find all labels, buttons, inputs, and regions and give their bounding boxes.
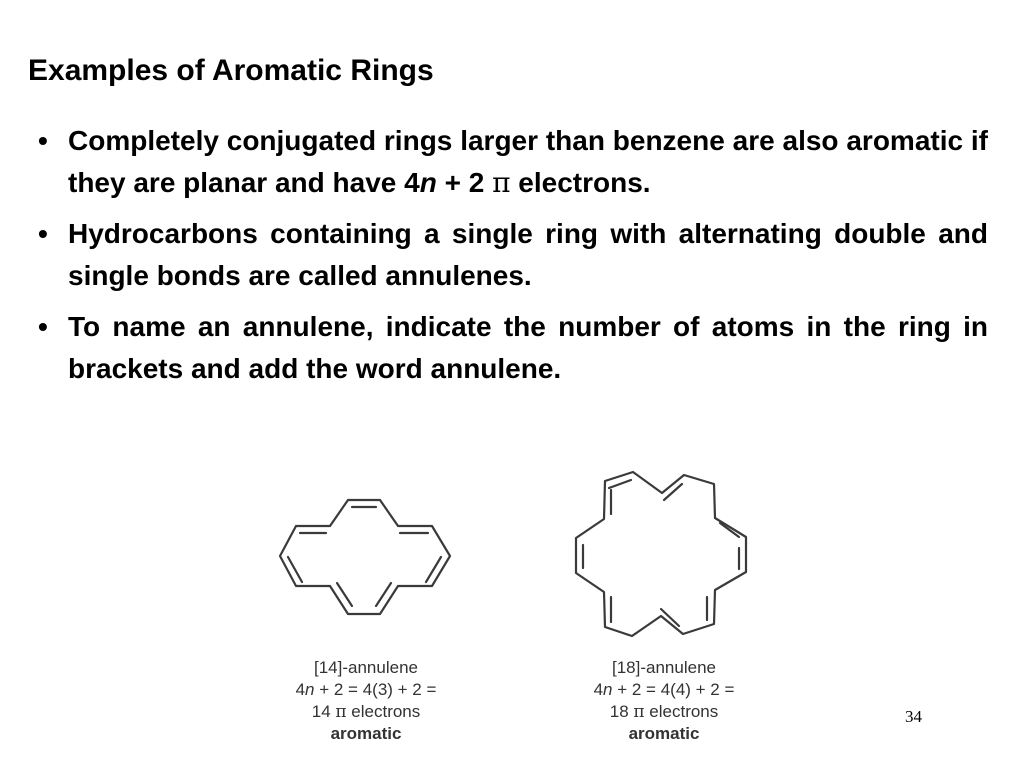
annulene-18-caption — [544, 657, 784, 745]
annulene-14-caption — [246, 657, 486, 745]
bullet-list — [38, 120, 988, 399]
pi-symbol: π — [633, 702, 645, 722]
electron-number: 14 — [311, 702, 336, 721]
equation-part: 4 — [295, 680, 306, 699]
bullet-item — [38, 306, 988, 390]
double-bond-line — [609, 480, 631, 488]
double-bond-line — [376, 583, 391, 606]
double-bond-line — [288, 557, 302, 582]
annulene-18-structure — [568, 460, 758, 650]
electron-word: electrons — [644, 702, 719, 721]
electron-word: electrons — [346, 702, 421, 721]
variable-n: n — [419, 167, 437, 198]
bullet-text: To name an annulene, indicate the number of atoms in the ring in brackets and add the word annulene. — [68, 311, 988, 384]
ring-bonds — [280, 500, 450, 614]
electron-total — [246, 701, 486, 723]
pi-symbol: π — [335, 702, 347, 722]
bullet-text: Hydrocarbons containing a single ring with alternating double and single bonds are called annulenes. — [68, 218, 988, 291]
variable-n: n — [603, 680, 613, 699]
bullet-text-part: Completely conjugated rings larger than benzene are also aromatic if they are planar and have 4 — [68, 125, 988, 198]
ring-bonds — [576, 472, 746, 636]
bullet-dot: • — [38, 125, 48, 156]
bullet-item — [38, 213, 988, 297]
bullet-text-part: + 2 — [436, 167, 493, 198]
annulene-14-structure — [275, 490, 455, 630]
electron-number: 18 — [609, 702, 634, 721]
electron-count-equation — [544, 679, 784, 701]
bullet-text — [68, 125, 988, 198]
bullet-text-part: electrons. — [510, 167, 651, 198]
equation-part: + 2 = 4(4) + 2 = — [612, 680, 735, 699]
aromatic-verdict: aromatic — [628, 724, 700, 743]
page-number: 34 — [905, 707, 922, 726]
bullet-dot: • — [38, 311, 48, 342]
bullet-dot: • — [38, 218, 48, 249]
annulene-name: [18]-annulene — [612, 658, 716, 677]
bullet-item — [38, 120, 988, 204]
double-bond-line — [426, 557, 441, 582]
electron-count-equation — [246, 679, 486, 701]
annulene-name: [14]-annulene — [314, 658, 418, 677]
double-bond-line — [664, 484, 682, 500]
slide-title: Examples of Aromatic Rings — [28, 54, 434, 87]
double-bond-line — [337, 583, 352, 606]
electron-total — [544, 701, 784, 723]
equation-part: + 2 = 4(3) + 2 = — [314, 680, 437, 699]
aromatic-verdict: aromatic — [330, 724, 402, 743]
pi-symbol: π — [492, 166, 511, 199]
variable-n: n — [305, 680, 315, 699]
equation-part: 4 — [593, 680, 604, 699]
